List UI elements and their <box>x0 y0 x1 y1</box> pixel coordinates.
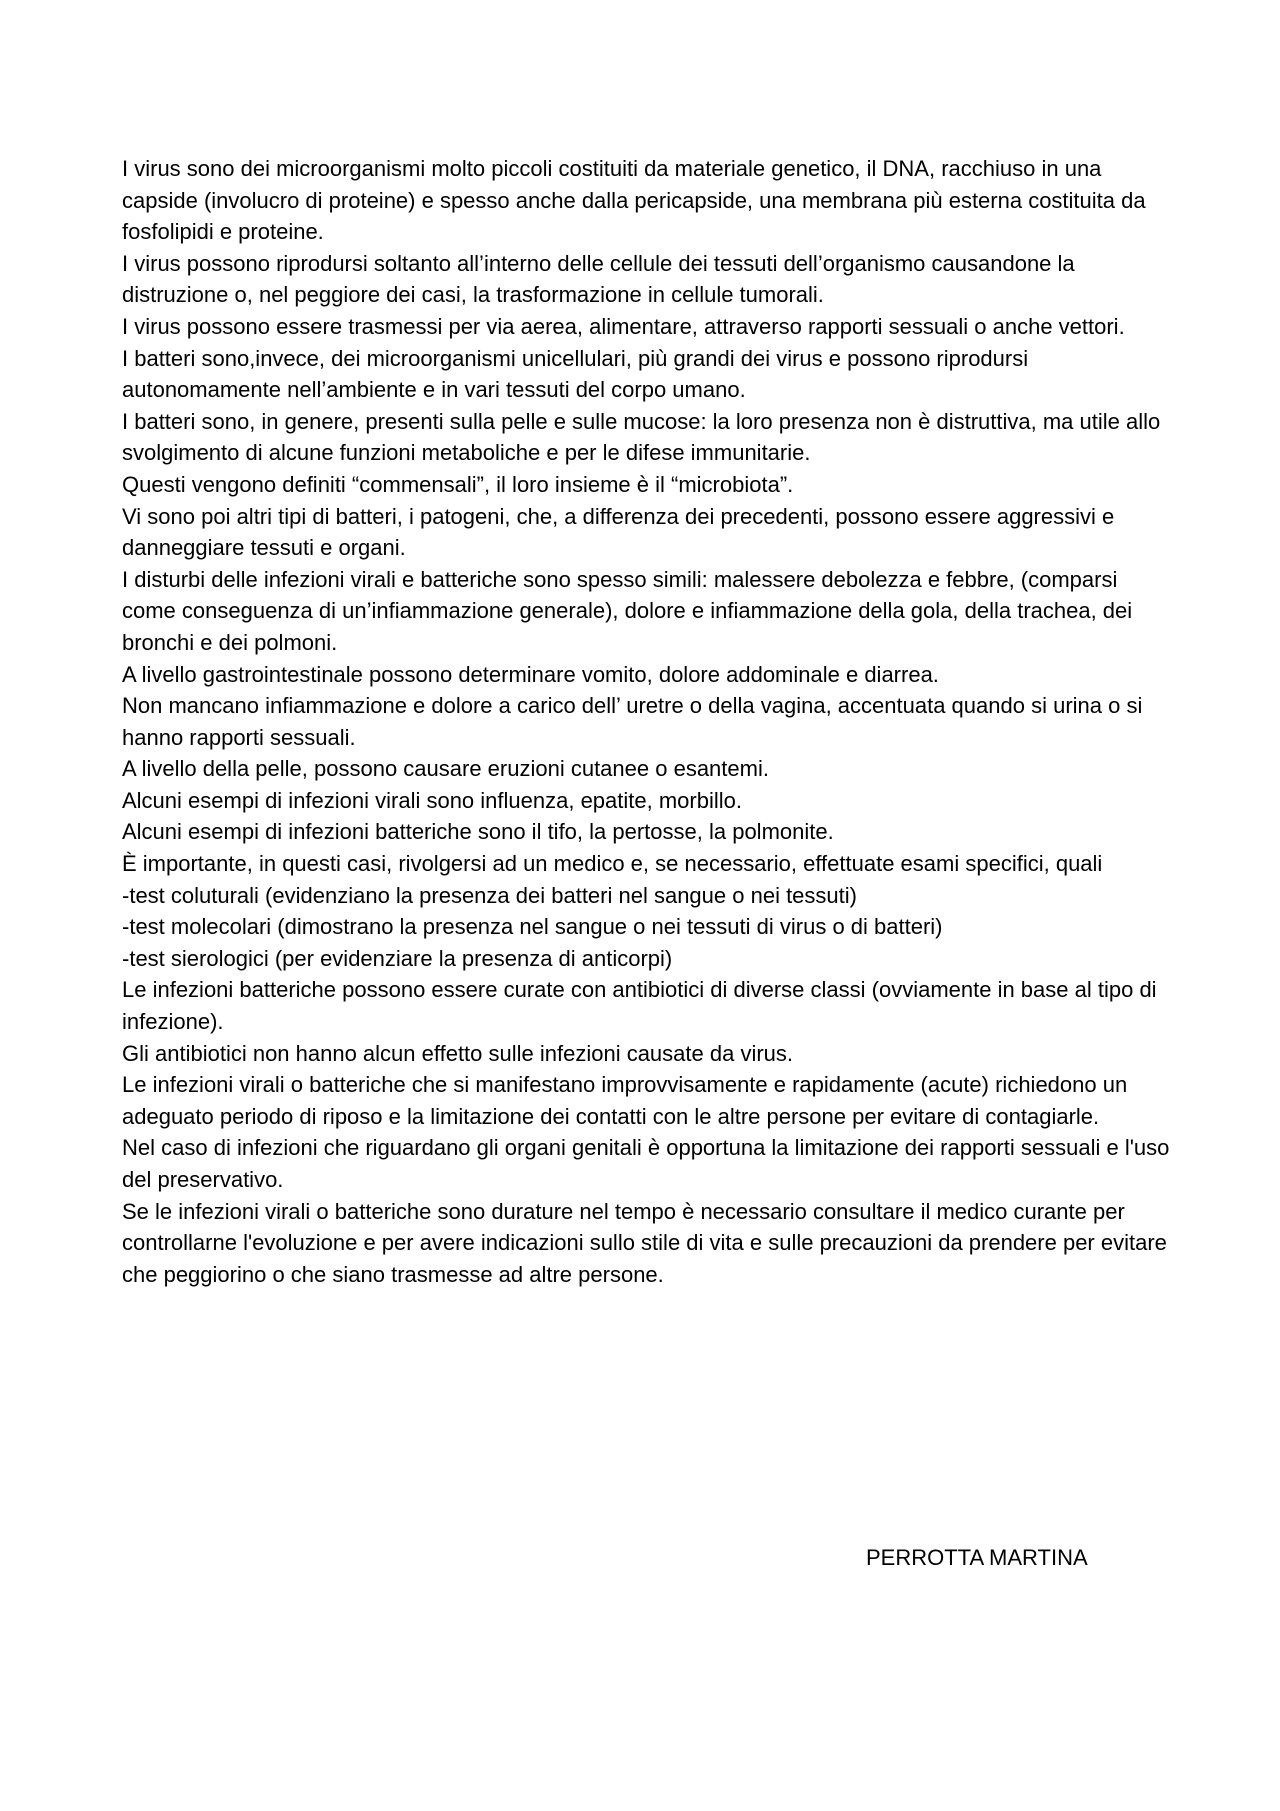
paragraph: Gli antibiotici non hanno alcun effetto sulle infezioni causate da virus. <box>122 1040 794 1066</box>
paragraph: I batteri sono, in genere, presenti sulla pelle e sulle mucose: la loro presenza non è distruttiva, ma utile allo svolgimento di alcune funzioni metaboliche e per le difese immunitarie. <box>122 408 1161 466</box>
paragraph: I virus possono riprodursi soltanto all’interno delle cellule dei tessuti dell’organismo causandone la distruzione o, nel peggiore dei casi, la trasformazione in cellule tumorali. <box>122 250 1075 308</box>
paragraph: Alcuni esempi di infezioni batteriche sono il tifo, la pertosse, la polmonite. <box>122 819 834 845</box>
author-signature: PERROTTA MARTINA <box>866 1545 1088 1570</box>
paragraph: I virus possono essere trasmessi per via aerea, alimentare, attraverso rapporti sessuali o anche vettori. <box>122 313 1125 339</box>
paragraph: I virus sono dei microorganismi molto piccoli costituiti da materiale genetico, il DNA, racchiuso in una capside (involucro di proteine) e spesso anche dalla pericapside, una membrana più esterna costituita da fosfolipidi e proteine. <box>122 156 1146 245</box>
paragraph: Nel caso di infezioni che riguardano gli organi genitali è opportuna la limitazione dei rapporti sessuali e l'uso del preservativo. <box>122 1135 1170 1192</box>
paragraph: Le infezioni batteriche possono essere curate con antibiotici di diverse classi (ovviamente in base al tipo di infezione). <box>122 977 1157 1035</box>
paragraph: I disturbi delle infezioni virali e batteriche sono spesso simili: malessere debolezza e febbre, (comparsi come conseguenza di un’infiammazione generale), dolore e infiammazione della gola, della trachea, dei bronchi e dei polmoni. <box>122 566 1133 655</box>
paragraph: Se le infezioni virali o batteriche sono durature nel tempo è necessario consultare il medico curante per controllarne l'evoluzione e per avere indicazioni sullo stile di vita e sulle precauzioni da prendere per evitare che peggiorino o che siano trasmesse ad altre persone. <box>122 1198 1167 1287</box>
paragraph: Non mancano infiammazione e dolore a carico dell’ uretre o della vagina, accentuata quando si urina o si hanno rapporti sessuali. <box>122 693 1143 750</box>
paragraph: I batteri sono,invece, dei microorganismi unicellulari, più grandi dei virus e possono riprodursi autonomamente nell’ambiente e in vari tessuti del corpo umano. <box>122 345 1029 403</box>
test-list-item: -test molecolari (dimostrano la presenza nel sangue o nei tessuti di virus o di batteri) <box>122 914 943 940</box>
paragraph: Alcuni esempi di infezioni virali sono influenza, epatite, morbillo. <box>122 787 742 813</box>
test-list-item: -test sierologici (per evidenziare la presenza di anticorpi) <box>122 945 673 971</box>
test-list-item: -test coluturali (evidenziano la presenza dei batteri nel sangue o nei tessuti) <box>122 882 857 908</box>
paragraph: È importante, in questi casi, rivolgersi ad un medico e, se necessario, effettuate esami specifici, quali <box>122 851 1103 877</box>
paragraph: Questi vengono definiti “commensali”, il loro insieme è il “microbiota”. <box>122 471 794 497</box>
paragraph: A livello della pelle, possono causare eruzioni cutanee o esantemi. <box>122 756 769 782</box>
document-body <box>122 153 1170 1290</box>
paragraph: Le infezioni virali o batteriche che si manifestano improvvisamente e rapidamente (acute) richiedono un adeguato periodo di riposo e la limitazione dei contatti con le altre persone per evitare di contagiarle. <box>122 1072 1128 1129</box>
paragraph: Vi sono poi altri tipi di batteri, i patogeni, che, a differenza dei precedenti, possono essere aggressivi e danneggiare tessuti e organi. <box>122 503 1115 561</box>
paragraph: A livello gastrointestinale possono determinare vomito, dolore addominale e diarrea. <box>122 661 939 687</box>
